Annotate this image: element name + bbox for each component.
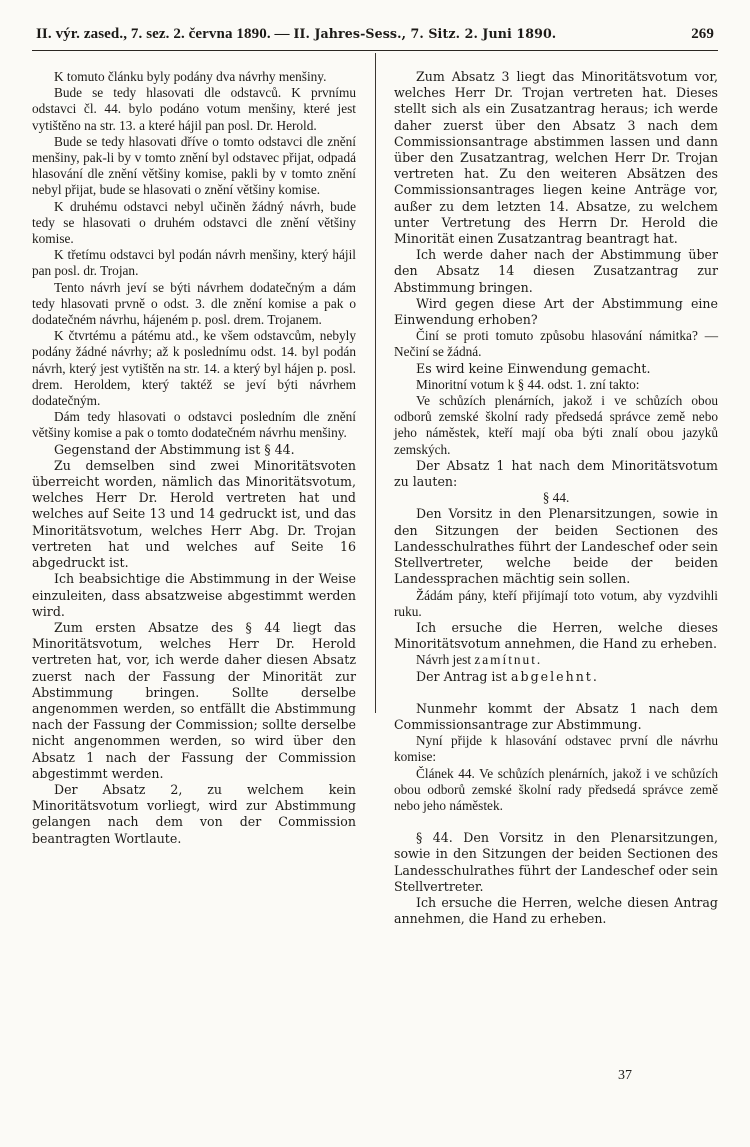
header-separator: — (274, 26, 290, 42)
paragraph: Dám tedy hlasovati o odstavci posledním dle znění většiny komise a pak o tomto dodatečném návrhu menšiny. (32, 409, 356, 441)
paragraph: Minoritní votum k § 44. odst. 1. zní takto: (416, 376, 640, 392)
paragraph: Den Vorsitz in den Plenarsitzungen, sowie in den Sitzungen der beiden Sectionen des Landesschulrathes führt der Landeschef oder sein Stellvertreter, welche beide der beiden Landessprachen mächtig sein sollen. (394, 506, 718, 587)
left-column (32, 69, 356, 927)
section-heading: § 44. (542, 490, 570, 506)
paragraph: K tomuto článku byly podány dva návrhy menšiny. (54, 69, 327, 84)
header-czech: II. výr. zased., 7. sez. 2. června 1890. (36, 26, 271, 42)
paragraph: K čtvrtému a pátému atd., ke všem odstavcům, nebyly podány žádné návrhy; až k poslednímu odst. 14. byl podán návrh, který jest vytištěn na str. 14. a který byl hájen p. posl. drem. Heroldem, který taktéž se jeví býti návrhem dodatečným. (32, 328, 356, 409)
paragraph: K druhému odstavci nebyl učiněn žádný návrh, bude tedy se hlasovati o druhém odstavci dle znění většiny komise. (32, 198, 356, 247)
paragraph: Zum Absatz 3 liegt das Minoritätsvotum vor, welches Herr Dr. Trojan vertreten hat. Dieses stellt sich als ein Zusatzantrag heraus; ich werde daher zuerst über den Absatz 3 nach dem Commissionsantrage abstimmen lassen und dann über den Zusatzantrag, welchen Herr Dr. Trojan vertreten hat. Zu den weiteren Absätzen des Commissionsantrages liegen keine Anträge vor, außer zu dem letzten 14. Absatze, zu welchem unter Vertretung des Herrn Dr. Herold die Minorität einen Zusatzantrag beantragt hat. (394, 69, 718, 247)
paragraph: Ich werde daher nach der Abstimmung über den Absatz 14 diesen Zusatzantrag zur Abstimmung bringen. (394, 247, 718, 295)
result-line (394, 652, 718, 668)
paragraph: Tento návrh jeví se býti návrhem dodatečným a dám tedy hlasovati prvně o odst. 3. dle znění komise a pak o dodatečném návrhu, hájeném p. posl. drem. Trojanem. (32, 279, 356, 328)
paragraph: § 44. Den Vorsitz in den Plenarsitzungen, sowie in den Sitzungen der beiden Sectionen des Landesschulrathes führt der Landeschef oder sein Stellvertreter. (394, 830, 718, 894)
paragraph: Zum ersten Absatze des § 44 liegt das Minoritätsvotum, welches Herr Dr. Herold vertreten hat, vor, ich werde daher diesen Absatz zuerst nach der Fassung der Minorität zur Abstimmung bringen. Sollte derselbe angenommen werden, so entfällt die Abstimmung nach der Fassung der Commission; sollte derselbe nicht angenommen werden, so wird über den Absatz 1 nach der Fassung der Commission abgestimmt werden. (32, 619, 356, 781)
paragraph: Ich ersuche die Herren, welche dieses Minoritätsvotum annehmen, die Hand zu erheben. (394, 619, 718, 652)
result-word: abgelehnt. (511, 668, 599, 684)
paragraph: Bude se tedy hlasovati dle odstavců. K prvnímu odstavci čl. 44. bylo podáno votum menšiny, které jest vytištěno na str. 13. a které hájil pan posl. Dr. Herold. (32, 85, 356, 133)
paragraph: Der Absatz 1 hat nach dem Minoritätsvotum zu lauten: (394, 457, 718, 490)
header-german: II. Jahres-Sess., 7. Sitz. 2. Juni 1890. (293, 26, 557, 41)
paragraph: Wird gegen diese Art der Abstimmung eine Einwendung erhoben? (394, 295, 718, 328)
paragraph: Bude se tedy hlasovati dříve o tomto odstavci dle znění menšiny, pak-li by v tomto znění byl odstavec přijat, odpadá hlasování dle znění většiny komise, pakli by v tomto znění nebyl přijat, bude se hlasovati o znění většiny komise. (32, 133, 356, 198)
signature-number: 37 (618, 1068, 632, 1083)
paragraph: Nunmehr kommt der Absatz 1 nach dem Commissionsantrage zur Abstimmung. (394, 700, 718, 732)
column-divider (375, 53, 376, 713)
paragraph: Ve schůzích plenárních, jakož i ve schůzích obou odborů zemské školní rady předsedá správce země nebo jeho náměstek, kteří mají oba býti znalí obou jazyků zemských. (394, 393, 718, 457)
result-word: zamítnut. (474, 652, 543, 668)
page-header (32, 26, 718, 51)
paragraph: Ich ersuche die Herren, welche diesen Antrag annehmen, die Hand zu erheben. (394, 894, 718, 927)
result-prefix: Der Antrag ist (416, 668, 507, 684)
paragraph: Der Absatz 2, zu welchem kein Minoritätsvotum vorliegt, wird zur Abstimmung gelangen nach dem von der Commission beantragten Wortlaute. (32, 781, 356, 846)
paragraph: Nyní přijde k hlasování odstavec první dle návrhu komise: (394, 733, 718, 765)
paragraph: K třetímu odstavci byl podán návrh menšiny, který hájil pan posl. dr. Trojan. (32, 247, 356, 279)
paragraph: Es wird keine Einwendung gemacht. (416, 360, 651, 376)
paragraph: Činí se proti tomuto způsobu hlasování námitka? — Nečiní se žádná. (394, 328, 718, 360)
page-number: 269 (691, 26, 714, 42)
right-column (394, 69, 718, 927)
paragraph: Ich beabsichtige die Abstimmung in der Weise einzuleiten, dass absatzweise abgestimmt werden wird. (32, 571, 356, 619)
two-column-body (32, 69, 718, 927)
paragraph: Článek 44. Ve schůzích plenárních, jakož i ve schůzích obou odborů zemské školní rady předsedá správce země nebo jeho náměstek. (394, 765, 718, 813)
paragraph: Gegenstand der Abstimmung ist § 44. (54, 441, 295, 457)
paragraph: Zu demselben sind zwei Minoritätsvoten überreicht worden, nämlich das Minoritätsvotum, welches Herr Dr. Herold vertreten hat und welches auf Seite 13 und 14 gedruckt ist, und das Minoritätsvotum, welches Herr Abg. Dr. Trojan vertreten hat und welches auf Seite 16 abgedruckt ist. (32, 457, 356, 571)
result-line (394, 669, 718, 685)
paragraph: Žádám pány, kteří přijímají toto votum, aby vyzdvihli ruku. (394, 587, 718, 619)
result-prefix: Návrh jest (416, 652, 472, 668)
